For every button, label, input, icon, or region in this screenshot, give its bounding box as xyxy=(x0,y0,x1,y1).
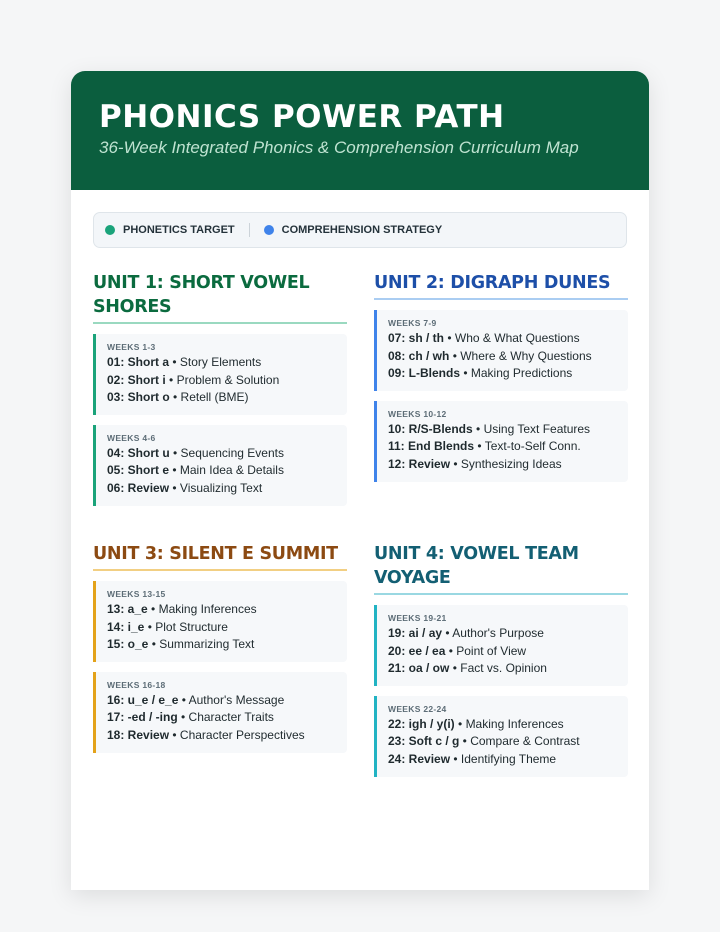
lesson-row xyxy=(388,625,618,643)
legend-divider xyxy=(249,223,250,237)
page-subtitle: 36-Week Integrated Phonics & Comprehension Curriculum Map xyxy=(99,138,579,157)
lesson-row xyxy=(388,643,618,661)
phonics-target: 07: sh / th xyxy=(388,331,445,345)
lesson-row xyxy=(388,348,618,366)
lesson-row xyxy=(388,330,618,348)
comprehension-strategy: Retell (BME) xyxy=(180,390,249,405)
bullet-separator: • xyxy=(472,421,484,436)
lesson-row xyxy=(388,365,618,383)
bullet-separator: • xyxy=(169,727,180,742)
lesson-row xyxy=(107,727,337,745)
phonics-target: 24: Review xyxy=(388,751,451,766)
comprehension-dot-icon xyxy=(264,225,274,235)
comprehension-strategy: Fact vs. Opinion xyxy=(460,661,547,676)
comprehension-strategy: Synthesizing Ideas xyxy=(460,456,562,471)
unit-title: UNIT 1: SHORT VOWEL SHORES xyxy=(93,271,347,324)
comprehension-strategy: Making Predictions xyxy=(470,366,573,381)
bullet-separator: • xyxy=(169,390,181,405)
comprehension-strategy: Text-to-Self Conn. xyxy=(484,439,581,454)
phonics-target: 01: Short a xyxy=(107,355,170,369)
phonics-target: 10: R/S-Blends xyxy=(388,421,473,436)
lesson-row xyxy=(107,445,337,463)
phonics-target: 19: ai / ay xyxy=(388,626,443,640)
lesson-row xyxy=(388,733,618,751)
week-block xyxy=(93,581,347,662)
comprehension-strategy: Character Perspectives xyxy=(179,727,305,742)
unit-section xyxy=(93,542,347,753)
bullet-separator: • xyxy=(454,716,466,731)
page-title: PHONICS POWER PATH xyxy=(99,99,505,135)
legend-comprehension-label: COMPREHENSION STRATEGY xyxy=(281,224,443,236)
phonics-target: 04: Short u xyxy=(107,445,170,460)
weeks-label: WEEKS 1-3 xyxy=(107,342,156,352)
legend-item-phonetics xyxy=(105,224,235,236)
phonics-target: 23: Soft c / g xyxy=(388,734,460,749)
phonics-target: 06: Review xyxy=(107,480,170,495)
bullet-separator: • xyxy=(169,445,181,460)
unit-section xyxy=(374,271,628,482)
week-block xyxy=(93,334,347,415)
phonics-target: 09: L-Blends xyxy=(388,366,461,381)
phonics-target: 14: i_e xyxy=(107,619,145,634)
phonics-target: 08: ch / wh xyxy=(388,348,450,363)
comprehension-strategy: Visualizing Text xyxy=(179,480,263,495)
weeks-label: WEEKS 22-24 xyxy=(388,703,447,714)
bullet-separator: • xyxy=(444,331,455,345)
bullet-separator: • xyxy=(459,734,471,749)
bullet-separator: • xyxy=(442,626,453,640)
weeks-label: WEEKS 4-6 xyxy=(107,432,156,443)
legend xyxy=(93,212,627,248)
bullet-separator: • xyxy=(169,355,180,369)
phonics-target: 13: a_e xyxy=(107,602,148,616)
comprehension-strategy: Sequencing Events xyxy=(180,445,284,460)
comprehension-strategy: Compare & Contrast xyxy=(470,734,580,749)
page-header xyxy=(71,71,649,190)
unit-title: UNIT 4: VOWEL TEAM VOYAGE xyxy=(374,542,628,595)
phonics-target: 21: oa / ow xyxy=(388,661,450,676)
lesson-row xyxy=(107,372,337,390)
weeks-label: WEEKS 10-12 xyxy=(388,408,447,419)
comprehension-strategy: Plot Structure xyxy=(155,619,228,634)
bullet-separator: • xyxy=(169,480,180,495)
phonics-target: 18: Review xyxy=(107,727,170,742)
bullet-separator: • xyxy=(177,710,189,725)
week-block xyxy=(93,425,347,506)
bullet-separator: • xyxy=(169,463,180,478)
comprehension-strategy: Author's Message xyxy=(188,692,285,707)
bullet-separator: • xyxy=(148,637,160,652)
week-block xyxy=(374,401,628,482)
bullet-separator: • xyxy=(178,692,189,707)
lesson-row xyxy=(107,480,337,498)
lesson-row xyxy=(107,354,337,372)
lesson-row xyxy=(388,660,618,678)
lesson-row xyxy=(107,709,337,727)
lesson-row xyxy=(388,438,618,456)
comprehension-strategy: Summarizing Text xyxy=(159,637,255,652)
comprehension-strategy: Problem & Solution xyxy=(176,372,280,387)
week-block xyxy=(93,672,347,753)
comprehension-strategy: Making Inferences xyxy=(158,602,257,616)
legend-item-comprehension xyxy=(264,224,443,236)
legend-phonetics-label: PHONETICS TARGET xyxy=(123,224,235,236)
weeks-label: WEEKS 7-9 xyxy=(388,318,437,328)
phonics-target: 03: Short o xyxy=(107,390,170,405)
phonics-target: 05: Short e xyxy=(107,463,170,478)
bullet-separator: • xyxy=(144,619,156,634)
lesson-row xyxy=(388,716,618,734)
week-block xyxy=(374,696,628,777)
phonics-target: 11: End Blends xyxy=(388,439,475,454)
week-block xyxy=(374,310,628,391)
phonics-target: 17: -ed / -ing xyxy=(107,710,178,725)
lesson-row xyxy=(107,636,337,654)
bullet-separator: • xyxy=(147,602,159,616)
comprehension-strategy: Story Elements xyxy=(179,355,262,369)
phonics-target: 16: u_e / e_e xyxy=(107,692,179,707)
comprehension-strategy: Using Text Features xyxy=(483,421,591,436)
unit-title: UNIT 3: SILENT E SUMMIT xyxy=(93,542,347,571)
comprehension-strategy: Character Traits xyxy=(188,710,274,725)
lesson-row xyxy=(107,619,337,637)
bullet-separator: • xyxy=(165,372,177,387)
weeks-label: WEEKS 19-21 xyxy=(388,613,447,623)
bullet-separator: • xyxy=(449,348,461,363)
week-block xyxy=(374,605,628,686)
comprehension-strategy: Making Inferences xyxy=(465,716,564,731)
lesson-row xyxy=(388,456,618,474)
comprehension-strategy: Main Idea & Details xyxy=(179,463,284,478)
comprehension-strategy: Who & What Questions xyxy=(454,331,580,345)
unit-section xyxy=(374,542,628,777)
phonics-target: 12: Review xyxy=(388,456,451,471)
lesson-row xyxy=(107,389,337,407)
phonics-target: 02: Short i xyxy=(107,372,166,387)
bullet-separator: • xyxy=(449,661,461,676)
weeks-label: WEEKS 13-15 xyxy=(107,589,166,599)
curriculum-card xyxy=(71,71,649,890)
comprehension-strategy: Identifying Theme xyxy=(460,751,557,766)
weeks-label: WEEKS 16-18 xyxy=(107,679,166,690)
phonics-target: 15: o_e xyxy=(107,637,149,652)
comprehension-strategy: Where & Why Questions xyxy=(460,348,592,363)
lesson-row xyxy=(107,692,337,710)
phonetics-dot-icon xyxy=(105,225,115,235)
bullet-separator: • xyxy=(460,366,471,381)
comprehension-strategy: Author's Purpose xyxy=(452,626,544,640)
phonics-target: 20: ee / ea xyxy=(388,643,446,658)
bullet-separator: • xyxy=(450,456,461,471)
lesson-row xyxy=(388,751,618,769)
unit-title: UNIT 2: DIGRAPH DUNES xyxy=(374,271,628,300)
bullet-separator: • xyxy=(445,643,457,658)
bullet-separator: • xyxy=(450,751,461,766)
phonics-target: 22: igh / y(i) xyxy=(388,716,455,731)
comprehension-strategy: Point of View xyxy=(456,643,527,658)
lesson-row xyxy=(107,462,337,480)
bullet-separator: • xyxy=(474,439,485,454)
lesson-row xyxy=(107,601,337,619)
lesson-row xyxy=(388,421,618,439)
unit-section xyxy=(93,271,347,506)
